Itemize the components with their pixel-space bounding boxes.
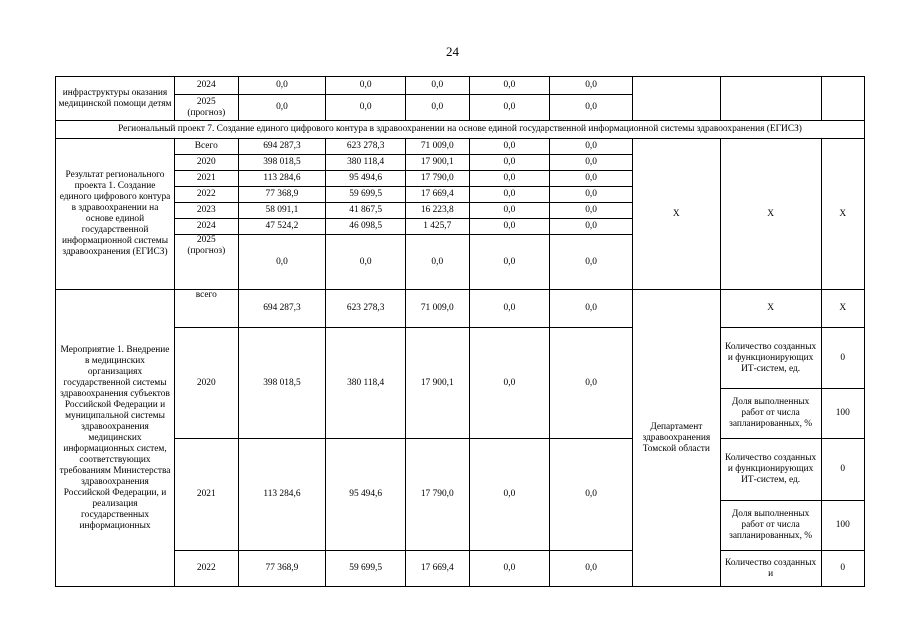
year-cell: 2022 bbox=[175, 551, 239, 587]
x-mark: X bbox=[821, 290, 864, 328]
value-cell: 113 284,6 bbox=[238, 439, 326, 551]
table-row bbox=[56, 290, 865, 328]
value-cell: 0,0 bbox=[469, 203, 550, 219]
value-cell: 0,0 bbox=[469, 219, 550, 235]
value-cell: 0,0 bbox=[550, 551, 633, 587]
value-cell: 0,0 bbox=[469, 328, 550, 439]
year-cell: 2020 bbox=[175, 328, 239, 439]
year-cell: 2022 bbox=[175, 187, 239, 203]
indicator-value: 100 bbox=[821, 389, 864, 439]
value-cell: 0,0 bbox=[550, 155, 633, 171]
value-cell: 1 425,7 bbox=[406, 219, 470, 235]
value-cell: 398 018,5 bbox=[238, 328, 326, 439]
year-cell: 2025 (прогноз) bbox=[175, 95, 239, 121]
year-cell: Всего bbox=[175, 139, 239, 155]
value-cell: 380 118,4 bbox=[326, 155, 406, 171]
value-cell: 0,0 bbox=[550, 328, 633, 439]
x-mark: X bbox=[720, 139, 821, 290]
year-cell: 2021 bbox=[175, 171, 239, 187]
year-cell: всего bbox=[175, 290, 239, 328]
value-cell: 0,0 bbox=[326, 235, 406, 290]
empty-cell bbox=[821, 77, 864, 121]
value-cell: 0,0 bbox=[469, 139, 550, 155]
row-name: инфраструктуры оказания медицинской помощи детям bbox=[56, 77, 175, 121]
value-cell: 46 098,5 bbox=[326, 219, 406, 235]
value-cell: 0,0 bbox=[550, 139, 633, 155]
value-cell: 113 284,6 bbox=[238, 171, 326, 187]
value-cell: 694 287,3 bbox=[238, 139, 326, 155]
value-cell: 58 091,1 bbox=[238, 203, 326, 219]
value-cell: 41 867,5 bbox=[326, 203, 406, 219]
value-cell: 0,0 bbox=[550, 203, 633, 219]
value-cell: 0,0 bbox=[469, 551, 550, 587]
value-cell: 0,0 bbox=[550, 235, 633, 290]
value-cell: 623 278,3 bbox=[326, 290, 406, 328]
value-cell: 398 018,5 bbox=[238, 155, 326, 171]
indicator-value: 0 bbox=[821, 439, 864, 501]
value-cell: 380 118,4 bbox=[326, 328, 406, 439]
page-number: 24 bbox=[446, 44, 459, 59]
value-cell: 0,0 bbox=[406, 235, 470, 290]
value-cell: 71 009,0 bbox=[406, 139, 470, 155]
empty-cell bbox=[632, 77, 720, 121]
indicator-label: Доля выполненных работ от числа запланированных, % bbox=[720, 501, 821, 551]
value-cell: 0,0 bbox=[550, 77, 633, 95]
year-cell: 2023 bbox=[175, 203, 239, 219]
value-cell: 95 494,6 bbox=[326, 171, 406, 187]
activity-name: Мероприятие 1. Внедрение в медицинских организациях государственной системы здравоохранения субъектов Российской Федерации и муниципальной системы здравоохранения медицинских информационных систем, соответствующих требованиям Министерства здравоохранения Российской Федерации, и реализация государственных информационных bbox=[56, 290, 175, 587]
value-cell: 17 790,0 bbox=[406, 439, 470, 551]
x-mark: X bbox=[632, 139, 720, 290]
table-row bbox=[56, 328, 865, 389]
value-cell: 0,0 bbox=[469, 155, 550, 171]
indicator-label: Количество созданных и функционирующих ИТ-систем, ед. bbox=[720, 328, 821, 389]
value-cell: 0,0 bbox=[469, 187, 550, 203]
value-cell: 694 287,3 bbox=[238, 290, 326, 328]
empty-cell bbox=[720, 77, 821, 121]
value-cell: 0,0 bbox=[469, 235, 550, 290]
executor-cell: Департамент здравоохранения Томской области bbox=[632, 290, 720, 587]
indicator-label: Количество созданных и функционирующих ИТ-систем, ед. bbox=[720, 439, 821, 501]
indicator-label: Доля выполненных работ от числа запланированных, % bbox=[720, 389, 821, 439]
value-cell: 47 524,2 bbox=[238, 219, 326, 235]
value-cell: 71 009,0 bbox=[406, 290, 470, 328]
value-cell: 77 368,9 bbox=[238, 551, 326, 587]
section-title: Региональный проект 7. Создание единого цифрового контура в здравоохранении на основе единой государственной информационной системы здравоохранения (ЕГИСЗ) bbox=[56, 121, 865, 139]
value-cell: 0,0 bbox=[550, 219, 633, 235]
value-cell: 77 368,9 bbox=[238, 187, 326, 203]
value-cell: 17 669,4 bbox=[406, 551, 470, 587]
indicator-value: 0 bbox=[821, 328, 864, 389]
value-cell: 0,0 bbox=[550, 187, 633, 203]
table-row bbox=[56, 77, 865, 95]
value-cell: 0,0 bbox=[469, 95, 550, 121]
year-cell: 2024 bbox=[175, 77, 239, 95]
year-cell: 2021 bbox=[175, 439, 239, 551]
year-cell: 2025 (прогноз) bbox=[175, 235, 239, 290]
x-mark: X bbox=[720, 290, 821, 328]
value-cell: 17 900,1 bbox=[406, 155, 470, 171]
indicator-value: 100 bbox=[821, 501, 864, 551]
value-cell: 0,0 bbox=[326, 95, 406, 121]
year-cell: 2020 bbox=[175, 155, 239, 171]
section-row bbox=[56, 121, 865, 139]
value-cell: 0,0 bbox=[238, 95, 326, 121]
value-cell: 17 790,0 bbox=[406, 171, 470, 187]
year-cell: 2024 bbox=[175, 219, 239, 235]
value-cell: 0,0 bbox=[550, 290, 633, 328]
value-cell: 59 699,5 bbox=[326, 551, 406, 587]
value-cell: 0,0 bbox=[469, 290, 550, 328]
table-row bbox=[56, 139, 865, 155]
value-cell: 0,0 bbox=[406, 95, 470, 121]
value-cell: 0,0 bbox=[550, 95, 633, 121]
x-mark: X bbox=[821, 139, 864, 290]
value-cell: 17 669,4 bbox=[406, 187, 470, 203]
value-cell: 0,0 bbox=[550, 439, 633, 551]
indicator-value: 0 bbox=[821, 551, 864, 587]
value-cell: 0,0 bbox=[406, 77, 470, 95]
table-row bbox=[56, 551, 865, 587]
value-cell: 16 223,8 bbox=[406, 203, 470, 219]
value-cell: 59 699,5 bbox=[326, 187, 406, 203]
indicator-label: Количество созданных и bbox=[720, 551, 821, 587]
value-cell: 623 278,3 bbox=[326, 139, 406, 155]
budget-table bbox=[55, 76, 865, 587]
result-name: Результат регионального проекта 1. Создание единого цифрового контура в здравоохранении на основе единой государственной информационной системы здравоохранения (ЕГИСЗ) bbox=[56, 139, 175, 290]
value-cell: 95 494,6 bbox=[326, 439, 406, 551]
value-cell: 0,0 bbox=[238, 235, 326, 290]
value-cell: 0,0 bbox=[326, 77, 406, 95]
value-cell: 0,0 bbox=[238, 77, 326, 95]
value-cell: 0,0 bbox=[550, 171, 633, 187]
value-cell: 0,0 bbox=[469, 439, 550, 551]
value-cell: 0,0 bbox=[469, 171, 550, 187]
table-row bbox=[56, 439, 865, 501]
value-cell: 0,0 bbox=[469, 77, 550, 95]
value-cell: 17 900,1 bbox=[406, 328, 470, 439]
